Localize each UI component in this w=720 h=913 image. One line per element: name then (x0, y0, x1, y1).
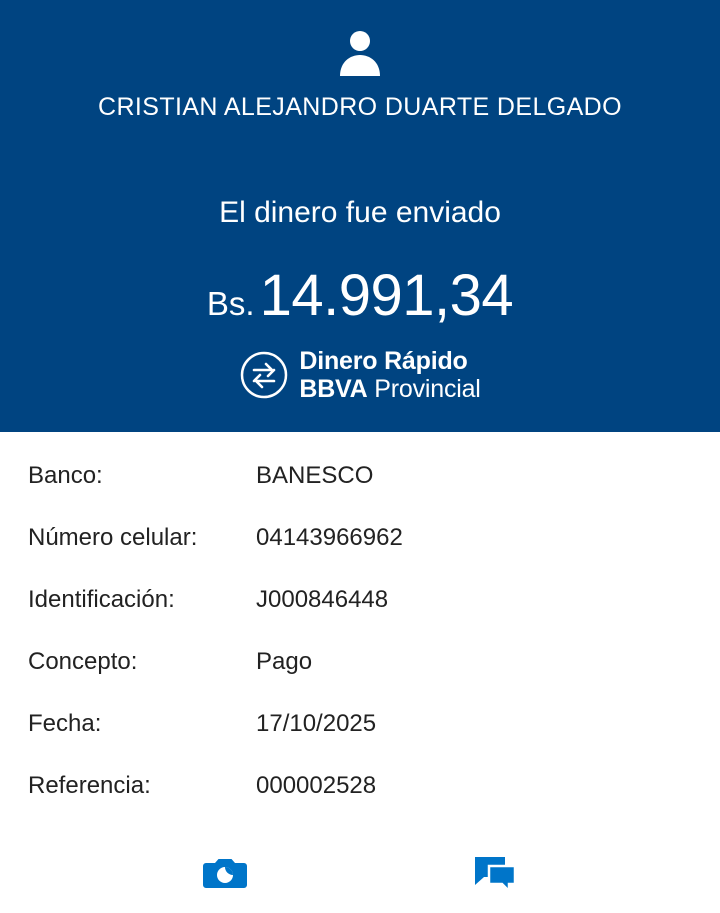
screenshot-button[interactable] (195, 849, 255, 897)
detail-value: J000846448 (256, 585, 389, 613)
detail-row-banco (0, 462, 720, 524)
detail-row-referencia (0, 772, 720, 834)
camera-icon (202, 855, 248, 891)
detail-label: Concepto: (28, 647, 138, 675)
detail-label: Banco: (28, 461, 103, 489)
action-bar (0, 834, 720, 913)
detail-row-concepto (0, 648, 720, 710)
brand-text (299, 346, 481, 403)
detail-value: 000002528 (256, 771, 377, 799)
person-icon (334, 26, 386, 78)
detail-value: 04143966962 (256, 523, 403, 551)
brand-lockup (0, 346, 720, 403)
detail-value: Pago (256, 647, 313, 675)
detail-row-fecha (0, 710, 720, 772)
brand-bbva: BBVA (299, 374, 368, 403)
detail-label: Fecha: (28, 709, 102, 737)
details-list (0, 432, 720, 834)
detail-value: BANESCO (256, 461, 374, 489)
transfer-arrows-icon (239, 350, 289, 400)
account-name: CRISTIAN ALEJANDRO DUARTE DELGADO (98, 93, 622, 121)
message-button[interactable] (465, 849, 525, 897)
amount-currency: Bs. (206, 285, 255, 322)
detail-label: Número celular: (28, 523, 198, 551)
detail-row-identificacion (0, 586, 720, 648)
amount (0, 262, 720, 329)
brand-line-bbva-provincial (299, 374, 481, 403)
chat-bubbles-icon (473, 854, 517, 892)
brand-line-dinero-rapido: Dinero Rápido (299, 346, 468, 375)
detail-value: 17/10/2025 (256, 709, 377, 737)
detail-label: Identificación: (28, 585, 175, 613)
detail-row-numero-celular (0, 524, 720, 586)
status-text: El dinero fue enviado (219, 196, 501, 229)
receipt-header (0, 0, 720, 432)
detail-label: Referencia: (28, 771, 151, 799)
brand-provincial: Provincial (367, 374, 481, 403)
amount-value: 14.991,34 (259, 263, 514, 328)
